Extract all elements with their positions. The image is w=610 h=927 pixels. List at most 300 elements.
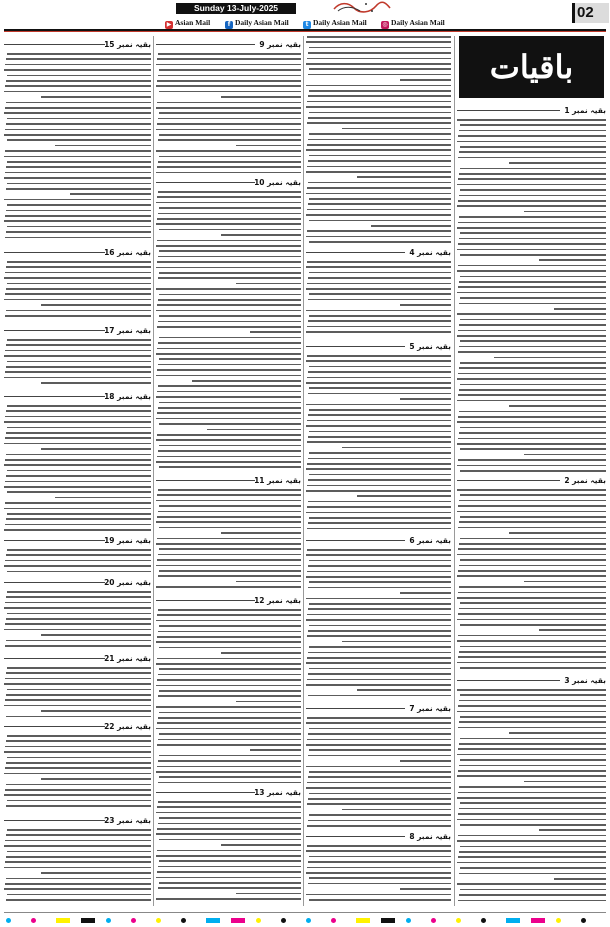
text-line [221, 844, 301, 846]
continuation-heading-label: بقیہ نمبر 15 [104, 40, 151, 49]
heading-rule [156, 792, 255, 793]
continuation-heading-label: بقیہ نمبر 1 [564, 106, 606, 115]
text-line [156, 375, 301, 377]
text-line [524, 581, 606, 583]
text-line [41, 304, 151, 306]
text-line [457, 119, 606, 121]
text-line [460, 448, 606, 450]
text-line [460, 738, 606, 740]
text-line [157, 326, 301, 328]
text-line [539, 629, 606, 631]
text-line [157, 744, 301, 746]
text-line [309, 68, 451, 70]
text-line [156, 500, 301, 502]
text-line [41, 634, 151, 636]
text-line [460, 146, 606, 148]
text-line [158, 511, 301, 513]
text-line [6, 740, 151, 742]
text-line [307, 166, 451, 168]
text-line [7, 470, 151, 472]
text-line [524, 454, 606, 456]
continuation-heading-label: بقیہ نمبر 21 [104, 654, 151, 663]
text-line [5, 699, 151, 701]
facebook-icon: f [225, 21, 233, 29]
continuation-heading [4, 722, 151, 732]
text-line [460, 427, 606, 429]
text-line [307, 441, 451, 443]
text-line [156, 202, 301, 204]
text-line [159, 755, 301, 757]
text-line [70, 193, 151, 195]
text-line [159, 570, 301, 572]
text-line [308, 299, 451, 301]
text-line [159, 548, 301, 550]
text-line [5, 602, 151, 604]
text-line [457, 883, 606, 885]
text-line [308, 393, 451, 395]
text-line [459, 324, 606, 326]
text-line [4, 377, 151, 379]
continuation-heading [4, 816, 151, 826]
text-line [309, 474, 451, 476]
text-line [236, 701, 301, 703]
text-line [306, 106, 451, 108]
text-line [306, 787, 451, 789]
text-line [4, 508, 151, 510]
text-line [158, 213, 301, 215]
text-line [307, 230, 451, 232]
text-line [459, 743, 606, 745]
social-facebook[interactable] [225, 17, 289, 29]
text-line [6, 310, 151, 312]
text-line [459, 432, 606, 434]
text-line [308, 160, 451, 162]
continuation-heading-label: بقیہ نمبر 16 [104, 248, 151, 257]
text-line [159, 733, 301, 735]
text-line [458, 705, 606, 707]
text-line [458, 856, 606, 858]
text-line [157, 559, 301, 561]
text-line [156, 150, 301, 152]
text-line [156, 85, 301, 87]
text-line [307, 58, 451, 60]
text-line [307, 782, 451, 784]
continuation-heading [457, 106, 606, 116]
text-line [307, 528, 451, 530]
text-line [7, 735, 151, 737]
text-line [307, 657, 451, 659]
text-line [4, 565, 151, 567]
registration-dot [256, 918, 261, 923]
text-line [460, 889, 606, 891]
text-line [158, 674, 301, 676]
text-line [457, 619, 606, 621]
text-line [307, 261, 451, 263]
text-line [159, 647, 301, 649]
text-line [458, 157, 606, 159]
text-line [459, 808, 606, 810]
registration-bar [231, 918, 245, 923]
text-line [460, 802, 606, 804]
text-line [306, 41, 451, 43]
text-line [4, 177, 151, 179]
text-line [309, 272, 451, 274]
text-line [458, 416, 606, 418]
continuation-heading [4, 40, 151, 50]
registration-dot [6, 918, 11, 923]
text-line [460, 694, 606, 696]
text-line [309, 728, 451, 730]
continuation-heading [4, 392, 151, 402]
text-line [307, 36, 451, 38]
text-line [156, 641, 301, 643]
continuation-heading [4, 536, 151, 546]
text-line [157, 516, 301, 518]
text-line [6, 266, 151, 268]
heading-rule [306, 708, 405, 709]
text-line [460, 124, 606, 126]
continuation-heading-label: بقیہ نمبر 20 [104, 578, 151, 587]
text-line [157, 218, 301, 220]
text-line [306, 722, 451, 724]
text-line [5, 481, 151, 483]
text-line [342, 447, 451, 449]
text-line [7, 204, 151, 206]
text-line [157, 871, 301, 873]
text-line [459, 608, 606, 610]
text-line [460, 470, 606, 472]
text-line [309, 603, 451, 605]
text-line [236, 145, 301, 147]
text-line [7, 571, 151, 573]
text-line [7, 361, 151, 363]
text-line [458, 900, 606, 902]
registration-dot [31, 918, 36, 923]
text-line [6, 80, 151, 82]
text-line [6, 834, 151, 836]
text-line [459, 151, 606, 153]
continuation-heading-label: بقیہ نمبر 6 [409, 536, 451, 545]
social-facebook-label: Daily Asian Mail [235, 18, 289, 27]
text-line [6, 856, 151, 858]
text-line [6, 288, 151, 290]
text-line [459, 195, 606, 197]
text-line [4, 220, 151, 222]
text-line [157, 828, 301, 830]
text-line [400, 592, 451, 594]
text-line [309, 581, 451, 583]
text-line [159, 668, 301, 670]
continuation-heading [156, 788, 301, 798]
text-line [459, 543, 606, 545]
text-line [459, 721, 606, 723]
text-line [159, 294, 301, 296]
text-line [400, 304, 451, 306]
text-line [458, 222, 606, 224]
text-line [159, 776, 301, 778]
text-line [6, 454, 151, 456]
continuation-heading [4, 248, 151, 258]
heading-rule [4, 44, 105, 45]
text-line [158, 823, 301, 825]
text-line [371, 225, 451, 227]
text-line [459, 346, 606, 348]
text-line [159, 250, 301, 252]
text-line [306, 490, 451, 492]
text-line [5, 272, 151, 274]
text-line [157, 304, 301, 306]
text-line [457, 754, 606, 756]
text-line [460, 846, 606, 848]
text-line [5, 524, 151, 526]
text-line [156, 521, 301, 523]
text-line [6, 716, 151, 718]
text-line [309, 387, 451, 389]
text-line [309, 133, 451, 135]
text-line [157, 261, 301, 263]
text-line [250, 331, 301, 333]
text-line [307, 326, 451, 328]
text-line [156, 898, 301, 900]
text-line [306, 214, 451, 216]
text-line [457, 465, 606, 467]
text-line [308, 652, 451, 654]
text-line [306, 598, 451, 600]
registration-dot [106, 918, 111, 923]
text-line [457, 640, 606, 642]
text-line [458, 592, 606, 594]
text-line [7, 261, 151, 263]
heading-rule [4, 252, 105, 253]
text-line [7, 53, 151, 55]
text-line [539, 829, 606, 831]
text-line [55, 497, 151, 499]
text-line [6, 805, 151, 807]
text-line [554, 878, 606, 880]
social-youtube-label: Asian Mail [175, 18, 211, 27]
text-line [457, 292, 606, 294]
text-line [307, 463, 451, 465]
text-line [6, 210, 151, 212]
social-twitter[interactable] [303, 17, 367, 29]
text-line [509, 405, 606, 407]
text-line [458, 635, 606, 637]
text-line [6, 475, 151, 477]
print-registration-strip [0, 915, 610, 925]
text-line [157, 166, 301, 168]
text-line [156, 129, 301, 131]
text-line [7, 139, 151, 141]
text-line [157, 538, 301, 540]
text-line [156, 685, 301, 687]
text-line [6, 123, 151, 125]
text-line [460, 384, 606, 386]
text-line [158, 53, 301, 55]
text-line [457, 443, 606, 445]
text-line [309, 814, 451, 816]
heading-rule [306, 346, 405, 347]
text-line [159, 690, 301, 692]
text-line [509, 732, 606, 734]
text-line [309, 668, 451, 670]
text-line [309, 47, 451, 49]
text-line [7, 829, 151, 831]
text-line [460, 254, 606, 256]
continuation-heading [156, 596, 301, 606]
text-line [308, 883, 451, 885]
text-line [158, 385, 301, 387]
text-line [156, 728, 301, 730]
text-line [457, 862, 606, 864]
text-line [308, 371, 451, 373]
text-line [457, 205, 606, 207]
continuation-heading [306, 832, 451, 842]
column-divider [153, 36, 154, 906]
registration-dot [331, 918, 336, 923]
text-line [459, 786, 606, 788]
text-line [5, 64, 151, 66]
text-line [221, 234, 301, 236]
social-instagram[interactable] [381, 17, 445, 29]
footer-rule [4, 912, 606, 913]
text-line [306, 236, 451, 238]
continuation-heading [457, 676, 606, 686]
text-line [308, 501, 451, 503]
text-line [459, 586, 606, 588]
text-line [306, 468, 451, 470]
text-line [221, 652, 301, 654]
text-line [309, 899, 451, 901]
text-line [157, 58, 301, 60]
text-line [5, 767, 151, 769]
text-line [158, 489, 301, 491]
text-line [159, 466, 301, 468]
text-line [309, 112, 451, 114]
text-line [159, 91, 301, 93]
text-line [308, 436, 451, 438]
text-line [458, 656, 606, 658]
text-line [159, 112, 301, 114]
text-line [157, 196, 301, 198]
heading-rule [457, 110, 560, 111]
social-youtube[interactable] [165, 17, 210, 29]
text-line [458, 727, 606, 729]
heading-rule [306, 252, 405, 253]
heading-rule [4, 726, 105, 727]
text-line [156, 223, 301, 225]
text-line [307, 739, 451, 741]
text-line [157, 123, 301, 125]
text-line [458, 265, 606, 267]
text-line [7, 405, 151, 407]
text-line [158, 75, 301, 77]
heading-rule [306, 836, 405, 837]
text-line [159, 625, 301, 627]
text-line [4, 91, 151, 93]
text-line [4, 443, 151, 445]
text-line [307, 845, 451, 847]
text-line [458, 243, 606, 245]
text-line [6, 58, 151, 60]
registration-dot [281, 918, 286, 923]
text-line [307, 506, 451, 508]
text-line [308, 95, 451, 97]
text-line [158, 277, 301, 279]
text-line [309, 771, 451, 773]
registration-dot [131, 918, 136, 923]
continuation-heading [4, 326, 151, 336]
text-line [5, 350, 151, 352]
text-line [236, 893, 301, 895]
text-line [6, 899, 151, 901]
text-line [309, 315, 451, 317]
text-line [7, 800, 151, 802]
text-line [7, 161, 151, 163]
text-line [306, 850, 451, 852]
text-line [457, 249, 606, 251]
continuation-heading-label: بقیہ نمبر 8 [409, 832, 451, 841]
text-line [457, 554, 606, 556]
text-line [6, 878, 151, 880]
text-line [457, 184, 606, 186]
text-line [159, 839, 301, 841]
text-line [308, 630, 451, 632]
text-line [309, 293, 451, 295]
text-line [308, 776, 451, 778]
text-line [158, 191, 301, 193]
text-line [459, 521, 606, 523]
text-line [459, 303, 606, 305]
text-line [307, 377, 451, 379]
text-line [157, 434, 301, 436]
text-line [459, 216, 606, 218]
text-line [306, 288, 451, 290]
text-line [5, 129, 151, 131]
text-line [457, 662, 606, 664]
text-line [306, 744, 451, 746]
text-line [306, 554, 451, 556]
text-line [7, 226, 151, 228]
registration-dot [406, 918, 411, 923]
text-line [306, 171, 451, 173]
text-line [459, 894, 606, 896]
text-line [156, 439, 301, 441]
continuation-heading [457, 476, 606, 486]
youtube-icon: ▶ [166, 21, 172, 28]
text-line [458, 792, 606, 794]
text-line [6, 366, 151, 368]
text-line [307, 355, 451, 357]
text-line [309, 431, 451, 433]
text-line [309, 366, 451, 368]
text-line [156, 706, 301, 708]
text-line [309, 452, 451, 454]
text-line [308, 277, 451, 279]
text-line [306, 63, 451, 65]
text-line [159, 505, 301, 507]
registration-dot [581, 918, 586, 923]
text-line [308, 755, 451, 757]
text-line [400, 888, 451, 890]
text-line [5, 459, 151, 461]
text-column-4 [4, 36, 151, 906]
text-line [5, 678, 151, 680]
social-twitter-label: Daily Asian Mail [313, 18, 367, 27]
text-line [159, 423, 301, 425]
registration-bar [81, 918, 95, 923]
continuation-heading-label: بقیہ نمبر 23 [104, 816, 151, 825]
text-line [158, 139, 301, 141]
